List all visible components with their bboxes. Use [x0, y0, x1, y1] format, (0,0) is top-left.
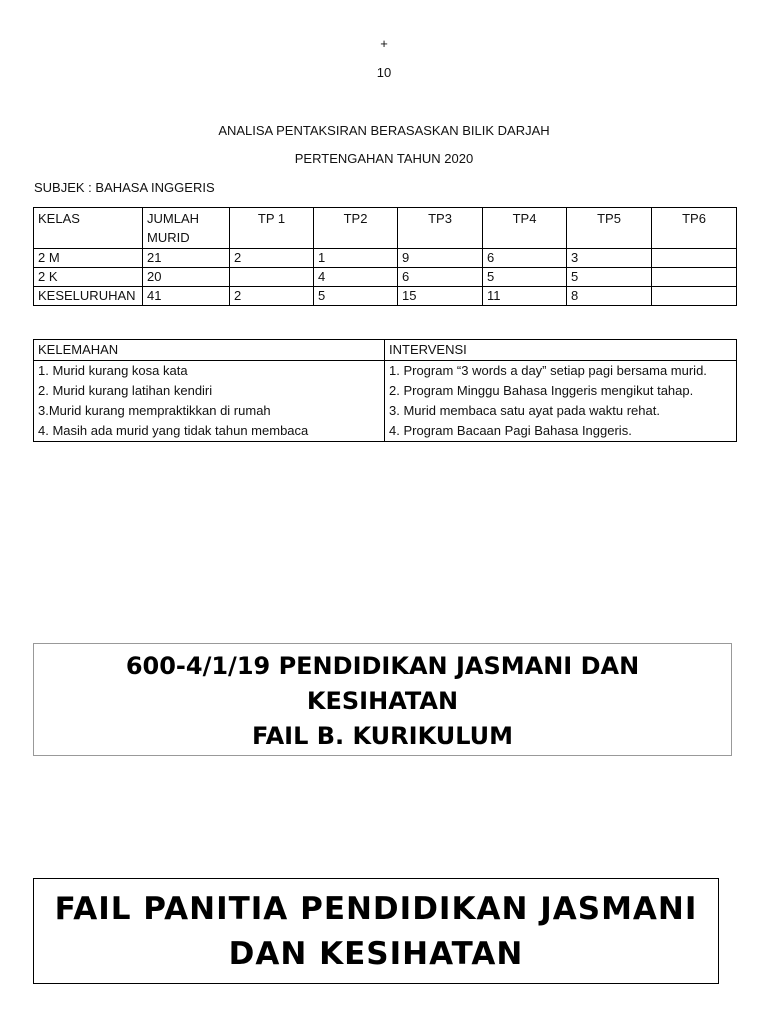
kelemahan-item: 3.Murid kurang mempraktikkan di rumah — [38, 403, 271, 418]
intervensi-item: 2. Program Minggu Bahasa Inggeris mengikut tahap. — [389, 383, 694, 398]
page-number: 10 — [376, 65, 392, 80]
kelemahan-cell — [34, 361, 385, 442]
table-cell: 5 — [314, 287, 398, 306]
column-header: TP3 — [398, 208, 483, 249]
file-label-box — [33, 643, 732, 756]
table-cell: 1 — [314, 249, 398, 268]
table-cell: 6 — [398, 268, 483, 287]
table-cell: 3 — [567, 249, 652, 268]
intervensi-cell — [385, 361, 737, 442]
intervensi-item: 1. Program “3 words a day” setiap pagi bersama murid. — [389, 363, 707, 378]
committee-file-box — [33, 878, 719, 984]
column-header: TP6 — [652, 208, 737, 249]
table-cell: 2 K — [34, 268, 143, 287]
column-header: TP 1 — [230, 208, 314, 249]
column-header: JUMLAH MURID — [143, 208, 230, 249]
document-subtitle: PERTENGAHAN TAHUN 2020 — [294, 151, 474, 166]
plus-marker: + — [380, 36, 388, 51]
table-cell: 5 — [567, 268, 652, 287]
table-cell: 4 — [314, 268, 398, 287]
table-cell — [652, 249, 737, 268]
table-cell — [230, 268, 314, 287]
weakness-intervention-table — [33, 339, 737, 442]
table-cell: 15 — [398, 287, 483, 306]
table-row — [34, 287, 737, 306]
table-row — [34, 361, 737, 442]
table-header-row — [34, 208, 737, 249]
file-code-title: 600-4/1/19 PENDIDIKAN JASMANI DAN — [125, 652, 640, 680]
column-header-kelemahan: KELEMAHAN — [34, 340, 385, 361]
kelemahan-item: 4. Masih ada murid yang tidak tahun membaca — [38, 423, 309, 438]
table-cell: 20 — [143, 268, 230, 287]
table-cell: 9 — [398, 249, 483, 268]
table-cell: 5 — [483, 268, 567, 287]
table-row — [34, 249, 737, 268]
table-cell — [652, 268, 737, 287]
table-cell: 11 — [483, 287, 567, 306]
table-cell: 2 M — [34, 249, 143, 268]
table-cell: 21 — [143, 249, 230, 268]
table-cell — [652, 287, 737, 306]
file-code-title-cont: KESIHATAN — [306, 687, 459, 715]
table-cell: 2 — [230, 249, 314, 268]
table-cell: 2 — [230, 287, 314, 306]
file-category: FAIL B. KURIKULUM — [251, 722, 514, 750]
table-cell: 41 — [143, 287, 230, 306]
kelemahan-item: 2. Murid kurang latihan kendiri — [38, 383, 213, 398]
intervensi-item: 3. Murid membaca satu ayat pada waktu rehat. — [389, 403, 660, 418]
column-header: TP2 — [314, 208, 398, 249]
tp-analysis-table — [33, 207, 737, 306]
committee-file-title-cont: DAN KESIHATAN — [228, 936, 524, 972]
column-header: TP5 — [567, 208, 652, 249]
table-cell: 6 — [483, 249, 567, 268]
table-cell: 8 — [567, 287, 652, 306]
column-header: TP4 — [483, 208, 567, 249]
table-row — [34, 268, 737, 287]
subject-label: SUBJEK : BAHASA INGGERIS — [34, 180, 215, 195]
committee-file-title: FAIL PANITIA PENDIDIKAN JASMANI — [54, 891, 698, 927]
table-header-row — [34, 340, 737, 361]
kelemahan-item: 1. Murid kurang kosa kata — [38, 363, 188, 378]
table-cell: KESELURUHAN — [34, 287, 143, 306]
document-title: ANALISA PENTAKSIRAN BERASASKAN BILIK DARJAH — [218, 123, 550, 138]
intervensi-item: 4. Program Bacaan Pagi Bahasa Inggeris. — [389, 423, 632, 438]
column-header-intervensi: INTERVENSI — [385, 340, 737, 361]
column-header: KELAS — [34, 208, 143, 249]
